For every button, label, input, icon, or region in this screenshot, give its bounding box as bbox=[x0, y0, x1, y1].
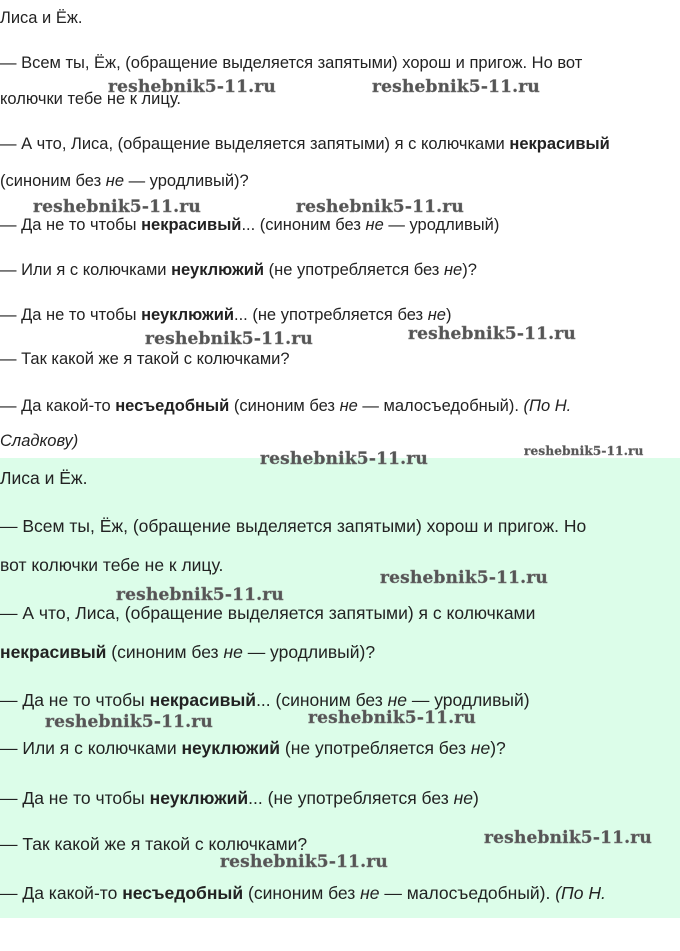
text-line bbox=[0, 349, 290, 369]
text-segment: — Так какой же я такой с колючками? bbox=[0, 350, 290, 368]
text-line bbox=[0, 53, 582, 73]
text-segment: ... (синоним без bbox=[256, 690, 388, 710]
italic-text: не bbox=[365, 216, 384, 234]
text-line bbox=[0, 788, 479, 808]
text-segment: — Да не то чтобы bbox=[0, 788, 150, 808]
text-segment: — Всем ты, Ёж, (обращение выделяется запятыми) хорош и пригож. Но bbox=[0, 516, 587, 536]
watermark: reshebnik5-11.ru bbox=[408, 324, 576, 344]
text-line bbox=[0, 883, 606, 903]
bold-term: несъедобный bbox=[115, 397, 230, 415]
italic-text: не bbox=[427, 306, 446, 324]
bold-term: некрасивый bbox=[141, 216, 242, 234]
watermark: reshebnik5-11.ru bbox=[484, 828, 652, 848]
text-line bbox=[0, 260, 477, 280]
text-line bbox=[0, 516, 586, 536]
text-segment: — Да не то чтобы bbox=[0, 690, 150, 710]
text-segment: колючки тебе не к лицу. bbox=[0, 90, 182, 108]
text-segment: — уродливый)? bbox=[124, 172, 249, 190]
text-segment: ... (синоним без bbox=[241, 216, 366, 234]
italic-text: не bbox=[443, 261, 463, 279]
text-line bbox=[0, 8, 83, 28]
watermark: reshebnik5-11.ru bbox=[260, 449, 428, 469]
text-segment: — Или я с колючками bbox=[0, 738, 182, 758]
text-segment: ) bbox=[472, 788, 479, 808]
bold-term: неуклюжий bbox=[141, 306, 234, 324]
text-segment: (не употребляется без bbox=[264, 261, 444, 279]
watermark: reshebnik5-11.ru bbox=[524, 444, 644, 458]
italic-text: не bbox=[453, 788, 473, 808]
text-segment: — Всем ты, Ёж, (обращение выделяется запятыми) хорош и пригож. Но вот bbox=[0, 54, 583, 72]
watermark: reshebnik5-11.ru bbox=[45, 712, 213, 732]
bold-term: некрасивый bbox=[0, 642, 107, 662]
italic-text: не bbox=[387, 690, 408, 710]
text-line bbox=[0, 738, 506, 758]
text-segment: — Да какой-то bbox=[0, 883, 123, 903]
italic-text: (По Н. bbox=[523, 397, 572, 415]
text-segment: — Да какой-то bbox=[0, 397, 116, 415]
watermark: reshebnik5-11.ru bbox=[33, 197, 201, 217]
text-block-highlighted bbox=[0, 458, 680, 918]
text-segment: — уродливый)? bbox=[242, 642, 376, 662]
watermark: reshebnik5-11.ru bbox=[296, 197, 464, 217]
text-segment: — малосъедобный). bbox=[357, 397, 524, 415]
italic-text: (По Н. bbox=[555, 883, 606, 903]
text-line bbox=[0, 555, 223, 575]
text-segment: Лиса и Ёж. bbox=[0, 9, 83, 27]
text-segment: — уродливый) bbox=[407, 690, 530, 710]
watermark: reshebnik5-11.ru bbox=[308, 708, 476, 728]
watermark: reshebnik5-11.ru bbox=[116, 585, 284, 605]
text-line bbox=[0, 834, 307, 854]
text-segment: Лиса и Ёж. bbox=[0, 468, 88, 488]
text-segment: (синоним без bbox=[0, 172, 106, 190]
text-line bbox=[0, 171, 249, 191]
text-segment: — А что, Лиса, (обращение выделяется запятыми) я с колючками bbox=[0, 135, 510, 153]
watermark: reshebnik5-11.ru bbox=[108, 77, 276, 97]
italic-text: не bbox=[105, 172, 125, 190]
text-segment: (не употребляется без bbox=[280, 738, 471, 758]
text-segment: — уродливый) bbox=[383, 216, 500, 234]
text-line bbox=[0, 134, 610, 154]
watermark: reshebnik5-11.ru bbox=[372, 77, 540, 97]
text-segment: )? bbox=[462, 261, 477, 279]
text-segment: (синоним без bbox=[229, 397, 340, 415]
bold-term: неуклюжий bbox=[171, 261, 264, 279]
text-segment: — Да не то чтобы bbox=[0, 306, 142, 324]
text-segment: ... (не употребляется без bbox=[233, 306, 428, 324]
text-line bbox=[0, 431, 78, 451]
text-line bbox=[0, 468, 88, 488]
text-segment: ... (не употребляется без bbox=[248, 788, 454, 808]
text-line bbox=[0, 396, 571, 416]
text-segment: ) bbox=[445, 306, 452, 324]
text-segment: — Да не то чтобы bbox=[0, 216, 142, 234]
watermark: reshebnik5-11.ru bbox=[380, 568, 548, 588]
bold-term: некрасивый bbox=[149, 690, 257, 710]
text-segment: вот колючки тебе не к лицу. bbox=[0, 555, 224, 575]
italic-text: не bbox=[360, 883, 380, 903]
watermark: reshebnik5-11.ru bbox=[145, 329, 313, 349]
text-segment: — Или я с колючками bbox=[0, 261, 172, 279]
bold-term: несъедобный bbox=[122, 883, 244, 903]
text-segment: — А что, Лиса, (обращение выделяется запятыми) я с колючками bbox=[0, 603, 536, 623]
text-block-original bbox=[0, 0, 680, 458]
text-line bbox=[0, 690, 530, 710]
text-segment: — Так какой же я такой с колючками? bbox=[0, 834, 308, 854]
italic-text: не bbox=[223, 642, 243, 662]
text-segment: — малосъедобный). bbox=[379, 883, 556, 903]
text-segment: )? bbox=[490, 738, 506, 758]
italic-text: Сладкову) bbox=[0, 432, 79, 450]
bold-term: неуклюжий bbox=[181, 738, 280, 758]
italic-text: не bbox=[470, 738, 491, 758]
text-segment: (синоним без bbox=[106, 642, 224, 662]
text-line bbox=[0, 305, 451, 325]
text-line bbox=[0, 642, 375, 662]
bold-term: неуклюжий bbox=[149, 788, 249, 808]
text-line bbox=[0, 603, 535, 623]
bold-term: некрасивый bbox=[509, 135, 610, 153]
watermark: reshebnik5-11.ru bbox=[220, 852, 388, 872]
text-segment: (синоним без bbox=[243, 883, 361, 903]
italic-text: не bbox=[339, 397, 358, 415]
text-line bbox=[0, 215, 499, 235]
